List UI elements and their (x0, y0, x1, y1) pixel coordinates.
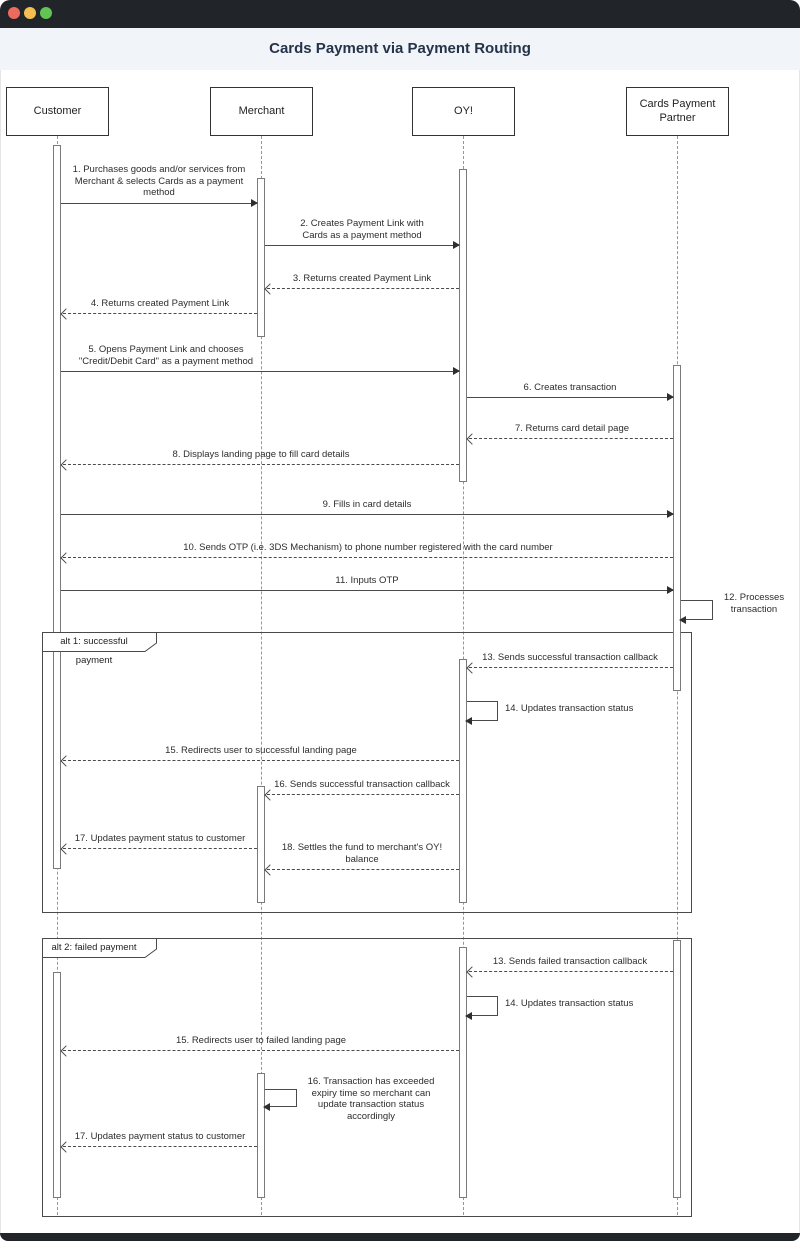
message-label-2: 2. Creates Payment Link with Cards as a payment method (300, 218, 424, 241)
close-button-icon[interactable] (8, 7, 20, 19)
message-arrow-5 (61, 371, 459, 372)
alt1-message-arrow-18 (267, 869, 459, 870)
message-label-6: 6. Creates transaction (523, 382, 617, 393)
alt1-self-message-14 (467, 701, 498, 721)
message-label-9: 9. Fills in card details (322, 499, 412, 510)
activation-customer-alt2 (53, 972, 61, 1198)
alt2-message-label-15: 15. Redirects user to failed landing page (175, 1035, 347, 1046)
activation-merchant-alt1 (257, 786, 265, 903)
window-bottom-edge (0, 1233, 800, 1241)
activation-cards-partner-1 (673, 365, 681, 691)
self-message-12 (681, 600, 713, 620)
message-label-11: 11. Inputs OTP (335, 575, 399, 586)
minimize-button-icon[interactable] (24, 7, 36, 19)
arrowhead-icon (465, 717, 472, 725)
message-arrow-3 (267, 288, 459, 289)
arrowhead-icon (251, 199, 258, 207)
alt1-label-text: alt 1: successful payment (60, 636, 128, 666)
alt2-label-text: alt 2: failed payment (51, 942, 137, 953)
arrowhead-icon (263, 1103, 270, 1111)
message-label-4: 4. Returns created Payment Link (90, 298, 230, 309)
arrowhead-icon (453, 241, 460, 249)
alt1-message-label-18: 18. Settles the fund to merchant's OY! balance (281, 842, 443, 865)
activation-cards-partner-alt2 (673, 940, 681, 1198)
participant-box-oy: OY! (412, 87, 515, 136)
alt1-message-arrow-15 (63, 760, 459, 761)
arrowhead-icon (667, 586, 674, 594)
alt2-message-arrow-13 (469, 971, 673, 972)
alt2-message-label-16: 16. Transaction has exceeded expiry time so merchant can update transaction status accordingly (307, 1076, 435, 1122)
alt2-self-message-16 (265, 1089, 297, 1107)
alt2-message-arrow-15 (63, 1050, 459, 1051)
alt1-message-label-17: 17. Updates payment status to customer (74, 833, 246, 844)
alt2-message-label-14: 14. Updates transaction status (505, 998, 634, 1009)
diagram-title: Cards Payment via Payment Routing (269, 40, 531, 57)
participant-box-customer: Customer (6, 87, 109, 136)
participant-box-merchant: Merchant (210, 87, 313, 136)
alt1-message-label-13: 13. Sends successful transaction callback (482, 652, 658, 663)
participant-box-cards-partner: Cards Payment Partner (626, 87, 729, 136)
message-arrow-4 (63, 313, 257, 314)
alt1-label (42, 632, 157, 666)
message-arrow-11 (61, 590, 673, 591)
alt1-frame (42, 632, 692, 913)
alt2-self-message-14 (467, 996, 498, 1016)
activation-oy-1 (459, 169, 467, 482)
arrowhead-icon (667, 510, 674, 518)
message-arrow-6 (467, 397, 673, 398)
message-arrow-2 (265, 245, 459, 246)
alt1-message-arrow-16 (267, 794, 459, 795)
alt1-message-arrow-17 (63, 848, 257, 849)
arrowhead-icon (465, 1012, 472, 1020)
alt2-label (42, 938, 157, 958)
message-label-10: 10. Sends OTP (i.e. 3DS Mechanism) to phone number registered with the card number (183, 542, 553, 553)
message-label-3: 3. Returns created Payment Link (292, 273, 432, 284)
window-titlebar (0, 0, 800, 28)
activation-oy-alt2 (459, 947, 467, 1198)
alt2-message-arrow-17 (63, 1146, 257, 1147)
alt2-message-label-13: 13. Sends failed transaction callback (492, 956, 648, 967)
message-label-7: 7. Returns card detail page (514, 423, 630, 434)
message-label-5: 5. Opens Payment Link and chooses "Credit/Debit Card" as a payment method (78, 344, 254, 367)
arrowhead-icon (667, 393, 674, 401)
alt2-message-label-17: 17. Updates payment status to customer (74, 1131, 246, 1142)
diagram-header (0, 28, 800, 70)
alt1-message-label-14: 14. Updates transaction status (505, 703, 634, 714)
message-arrow-8 (63, 464, 459, 465)
message-label-1: 1. Purchases goods and/or services from Merchant & selects Cards as a payment method (72, 164, 246, 198)
message-arrow-1 (61, 203, 257, 204)
message-label-8: 8. Displays landing page to fill card details (172, 449, 350, 460)
arrowhead-icon (453, 367, 460, 375)
message-label-12: 12. Processes transaction (723, 592, 785, 615)
zoom-button-icon[interactable] (40, 7, 52, 19)
arrowhead-icon (679, 616, 686, 624)
activation-merchant-1 (257, 178, 265, 337)
message-arrow-9 (61, 514, 673, 515)
alt1-message-label-15: 15. Redirects user to successful landing page (165, 745, 357, 756)
message-arrow-10 (63, 557, 673, 558)
message-arrow-7 (469, 438, 673, 439)
alt1-message-arrow-13 (469, 667, 673, 668)
alt1-message-label-16: 16. Sends successful transaction callback (274, 779, 450, 790)
